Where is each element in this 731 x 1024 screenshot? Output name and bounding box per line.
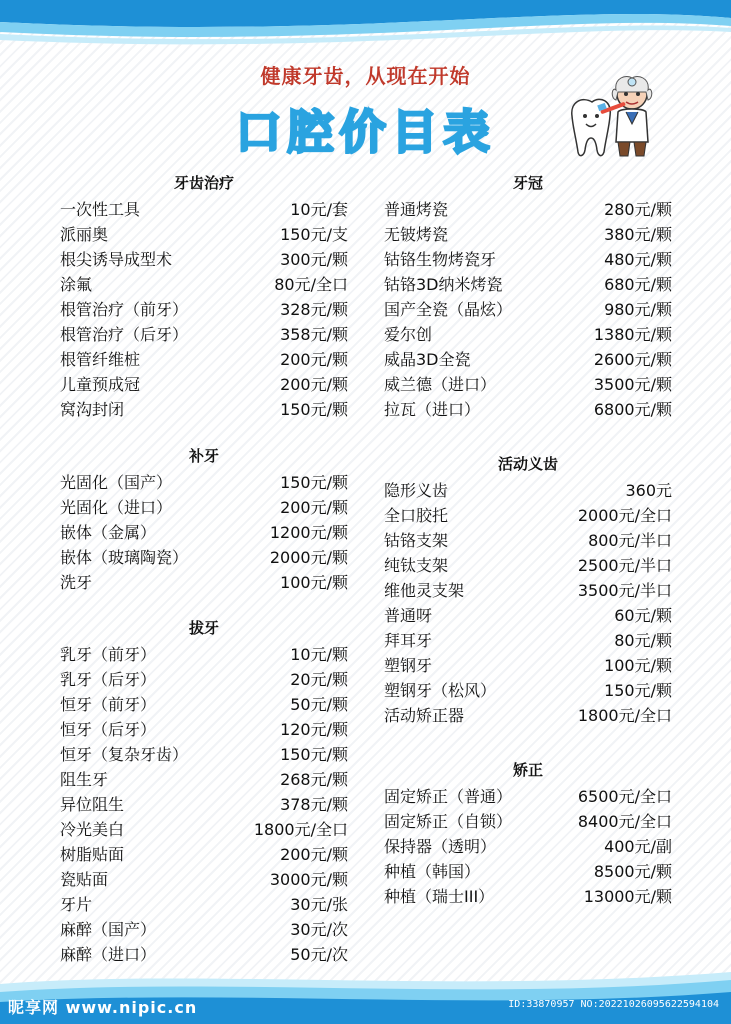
list-item	[60, 741, 348, 766]
dentist-tooth-mascot-icon	[566, 72, 666, 162]
item-price: 328元/颗	[280, 300, 348, 319]
section-spacer	[60, 594, 348, 615]
list-item	[60, 716, 348, 741]
item-price: 150元/颗	[280, 473, 348, 492]
item-name: 麻醉（国产）	[60, 920, 157, 939]
list-item	[384, 527, 672, 552]
list-item	[60, 866, 348, 891]
list-item	[384, 196, 672, 221]
item-price: 2000元/颗	[269, 548, 348, 567]
item-price: 2600元/颗	[593, 350, 672, 369]
item-price: 20元/颗	[290, 670, 348, 689]
item-name: 全口胶托	[384, 506, 449, 525]
item-name: 麻醉（进口）	[60, 945, 157, 964]
item-name: 恒牙（前牙）	[60, 695, 157, 714]
item-name: 派丽奥	[60, 225, 109, 244]
item-price: 50元/次	[290, 945, 348, 964]
item-name: 一次性工具	[60, 200, 141, 219]
list-item	[60, 371, 348, 396]
item-price: 200元/颗	[280, 375, 348, 394]
list-item	[384, 702, 672, 727]
item-name: 瓷贴面	[60, 870, 109, 889]
item-name: 根管治疗（前牙）	[60, 300, 189, 319]
item-name: 光固化（国产）	[60, 473, 173, 492]
item-price: 400元/副	[604, 837, 672, 856]
list-item	[60, 544, 348, 569]
list-item	[60, 766, 348, 791]
item-name: 树脂贴面	[60, 845, 125, 864]
item-name: 恒牙（复杂牙齿）	[60, 745, 189, 764]
item-price: 80元/全口	[274, 275, 348, 294]
item-price: 6500元/全口	[577, 787, 672, 806]
list-item	[60, 321, 348, 346]
list-item	[384, 552, 672, 577]
item-name: 钴铬生物烤瓷牙	[384, 250, 497, 269]
item-price: 380元/颗	[604, 225, 672, 244]
section-title: 活动义齿	[497, 455, 558, 473]
section-spacer	[384, 727, 672, 757]
item-price: 800元/半口	[588, 531, 672, 550]
item-name: 活动矫正器	[384, 706, 465, 725]
item-name: 光固化（进口）	[60, 498, 173, 517]
item-price: 100元/颗	[280, 573, 348, 592]
watermark-id: ID:33870957 NO:20221026095622594104	[508, 999, 719, 1010]
item-name: 维他灵支架	[384, 581, 465, 600]
item-price: 60元/颗	[614, 606, 672, 625]
item-price: 120元/颗	[280, 720, 348, 739]
item-name: 普通呀	[384, 606, 433, 625]
list-item	[60, 271, 348, 296]
item-name: 普通烤瓷	[384, 200, 449, 219]
item-name: 阻生牙	[60, 770, 109, 789]
list-item	[60, 641, 348, 666]
list-item	[384, 677, 672, 702]
list-item	[60, 891, 348, 916]
item-price: 680元/颗	[604, 275, 672, 294]
item-name: 根尖诱导成型术	[60, 250, 173, 269]
item-name: 乳牙（后牙）	[60, 670, 157, 689]
list-item	[60, 221, 348, 246]
list-item	[384, 602, 672, 627]
item-name: 种植（瑞士III）	[384, 887, 495, 906]
section-extraction	[60, 615, 348, 966]
item-price: 358元/颗	[280, 325, 348, 344]
item-name: 儿童预成冠	[60, 375, 141, 394]
item-name: 嵌体（金属）	[60, 523, 157, 542]
list-item	[384, 883, 672, 908]
list-item	[384, 321, 672, 346]
item-price: 13000元/颗	[583, 887, 672, 906]
list-item	[384, 396, 672, 421]
item-name: 洗牙	[60, 573, 93, 592]
item-price: 150元/支	[280, 225, 348, 244]
item-price: 1800元/全口	[577, 706, 672, 725]
list-item	[384, 858, 672, 883]
item-name: 拜耳牙	[384, 631, 433, 650]
list-item	[60, 246, 348, 271]
list-item	[384, 808, 672, 833]
item-name: 威兰德（进口）	[384, 375, 497, 394]
list-item	[60, 841, 348, 866]
item-price: 2000元/全口	[577, 506, 672, 525]
item-name: 异位阻生	[60, 795, 125, 814]
item-price: 200元/颗	[280, 498, 348, 517]
item-name: 固定矫正（普通）	[384, 787, 513, 806]
list-item	[384, 627, 672, 652]
section-spacer	[60, 421, 348, 443]
section-crowns	[384, 170, 672, 421]
item-name: 保持器（透明）	[384, 837, 497, 856]
item-name: 根管纤维桩	[60, 350, 141, 369]
item-price: 6800元/颗	[593, 400, 672, 419]
item-price: 8500元/颗	[593, 862, 672, 881]
item-price: 80元/颗	[614, 631, 672, 650]
list-item	[60, 469, 348, 494]
item-price: 8400元/全口	[577, 812, 672, 831]
item-price: 3500元/颗	[593, 375, 672, 394]
list-item	[60, 519, 348, 544]
item-name: 威晶3D全瓷	[384, 350, 471, 369]
list-item	[384, 833, 672, 858]
list-item	[384, 246, 672, 271]
section-dental-treatment	[60, 170, 348, 421]
item-name: 种植（韩国）	[384, 862, 481, 881]
list-item	[60, 691, 348, 716]
section-orthodontics	[384, 757, 672, 908]
watermark-logo: 昵享网 www.nipic.cn	[8, 998, 198, 1017]
item-name: 塑钢牙（松风）	[384, 681, 497, 700]
list-item	[384, 221, 672, 246]
list-item	[60, 569, 348, 594]
list-item	[384, 577, 672, 602]
list-item	[384, 477, 672, 502]
left-price-column	[60, 170, 348, 966]
item-price: 150元/颗	[604, 681, 672, 700]
list-item	[60, 494, 348, 519]
section-removable-dentures	[384, 451, 672, 727]
section-title: 牙齿治疗	[173, 174, 234, 192]
item-name: 根管治疗（后牙）	[60, 325, 189, 344]
item-price: 200元/颗	[280, 350, 348, 369]
item-price: 100元/颗	[604, 656, 672, 675]
item-price: 3000元/颗	[269, 870, 348, 889]
item-price: 378元/颗	[280, 795, 348, 814]
item-name: 窝沟封闭	[60, 400, 125, 419]
item-name: 隐形义齿	[384, 481, 449, 500]
list-item	[60, 666, 348, 691]
list-item	[384, 296, 672, 321]
item-name: 钴铬3D纳米烤瓷	[384, 275, 503, 294]
list-item	[384, 271, 672, 296]
item-price: 30元/张	[290, 895, 348, 914]
item-price: 50元/颗	[290, 695, 348, 714]
item-price: 200元/颗	[280, 845, 348, 864]
section-title: 补牙	[188, 447, 219, 465]
section-title: 拔牙	[188, 619, 219, 637]
item-name: 恒牙（后牙）	[60, 720, 157, 739]
top-wave-decoration	[0, 0, 731, 60]
list-item	[60, 296, 348, 321]
item-name: 嵌体（玻璃陶瓷）	[60, 548, 189, 567]
item-price: 150元/颗	[280, 745, 348, 764]
section-title: 牙冠	[512, 174, 543, 192]
page-title-text: 口腔价目表	[235, 105, 496, 159]
item-price: 150元/颗	[280, 400, 348, 419]
list-item	[60, 816, 348, 841]
item-price: 300元/颗	[280, 250, 348, 269]
item-price: 360元	[625, 481, 672, 500]
item-name: 塑钢牙	[384, 656, 433, 675]
item-price: 10元/套	[290, 200, 348, 219]
list-item	[384, 371, 672, 396]
section-spacer	[384, 421, 672, 451]
slogan: 健康牙齿，从现在开始	[260, 64, 471, 88]
list-item	[384, 783, 672, 808]
item-price: 30元/次	[290, 920, 348, 939]
item-name: 国产全瓷（晶炫）	[384, 300, 513, 319]
item-name: 无铍烤瓷	[384, 225, 449, 244]
item-name: 固定矫正（自锁）	[384, 812, 513, 831]
list-item	[384, 346, 672, 371]
item-name: 乳牙（前牙）	[60, 645, 157, 664]
item-name: 钴铬支架	[384, 531, 449, 550]
item-price: 280元/颗	[604, 200, 672, 219]
list-item	[384, 652, 672, 677]
list-item	[60, 791, 348, 816]
list-item	[60, 346, 348, 371]
item-price: 10元/颗	[290, 645, 348, 664]
item-name: 纯钛支架	[384, 556, 449, 575]
right-price-column	[384, 170, 672, 908]
item-price: 1200元/颗	[269, 523, 348, 542]
item-name: 爱尔创	[384, 325, 433, 344]
section-title: 矫正	[512, 761, 543, 779]
item-name: 拉瓦（进口）	[384, 400, 481, 419]
section-fillings	[60, 443, 348, 594]
list-item	[60, 196, 348, 221]
item-price: 480元/颗	[604, 250, 672, 269]
list-item	[60, 396, 348, 421]
item-price: 980元/颗	[604, 300, 672, 319]
item-price: 1800元/全口	[253, 820, 348, 839]
item-price: 1380元/颗	[593, 325, 672, 344]
item-price: 2500元/半口	[577, 556, 672, 575]
list-item	[60, 916, 348, 941]
list-item	[60, 941, 348, 966]
item-price: 3500元/半口	[577, 581, 672, 600]
item-name: 冷光美白	[60, 820, 125, 839]
list-item	[384, 502, 672, 527]
item-name: 牙片	[60, 895, 93, 914]
item-price: 268元/颗	[280, 770, 348, 789]
item-name: 涂氟	[60, 275, 93, 294]
